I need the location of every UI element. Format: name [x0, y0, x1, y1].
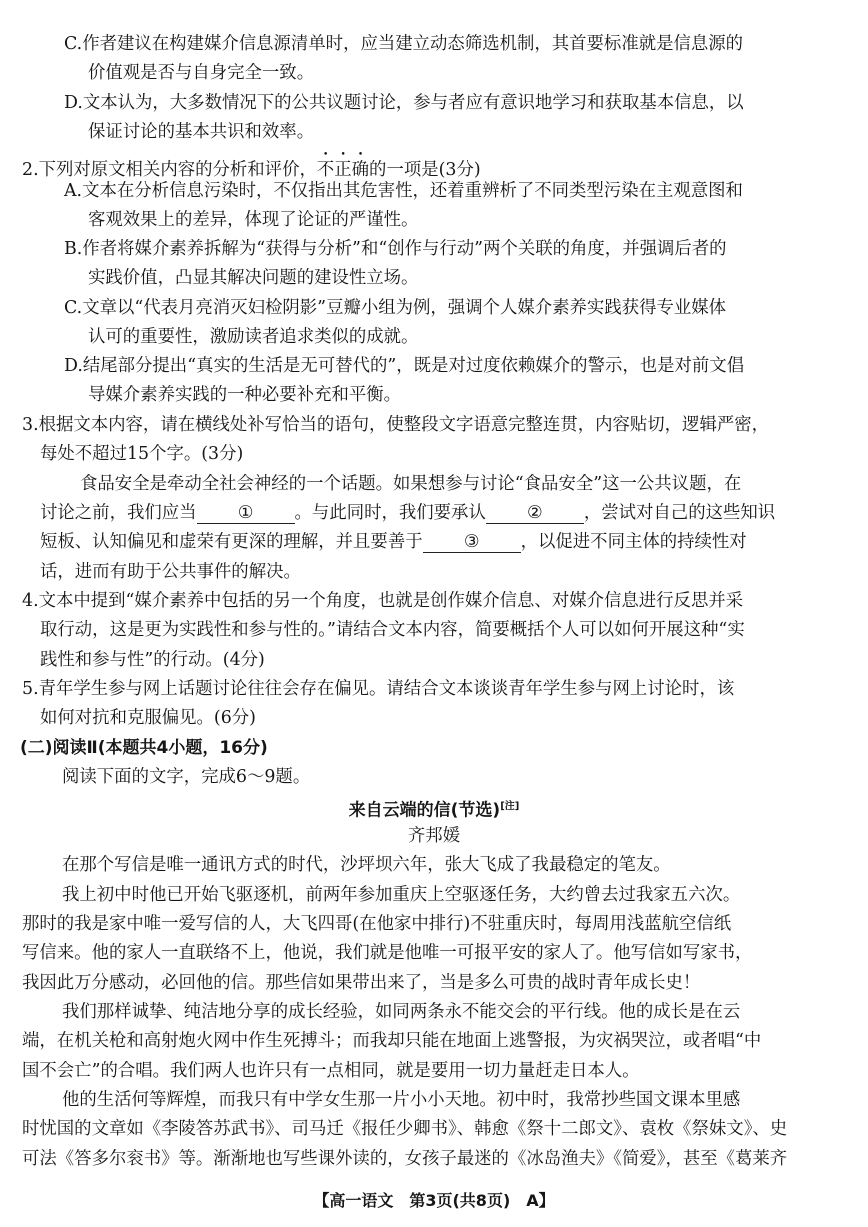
section-heading: (二)阅读Ⅱ(本题共4小题，16分): [20, 738, 268, 758]
passage-p4-line3: 可法《答多尔衮书》等。渐渐地也写些课外读的，女孩子最迷的《冰岛渔夫》《简爱》，甚至《葛莱齐: [22, 1149, 788, 1169]
q2-option-b-line1: B.作者将媒介素养拆解为“获得与分析”和“创作与行动”两个关联的角度，并强调后者的: [64, 239, 727, 259]
q3-line2-b: 。与此同时，我们要承认: [294, 503, 486, 523]
q2-stem: [22, 150, 481, 181]
section-instruction: 阅读下面的文字，完成6～9题。: [62, 767, 311, 787]
passage-title: [0, 796, 868, 822]
q4-line1: 4.文本中提到“媒介素养中包括的另一个角度，也就是创作媒介信息、对媒介信息进行反思并采: [22, 591, 744, 611]
q2-stem-before: 2.下列对原文相关内容的分析和评价，: [22, 160, 317, 180]
passage-p4-line1: 他的生活何等辉煌，而我只有中学女生那一片小小天地。初中时，我常抄些国文课本里感: [62, 1090, 741, 1110]
q1-option-d-line1: D.文本认为，大多数情况下的公共议题讨论，参与者应有意识地学习和获取基本信息，以: [64, 93, 744, 113]
blank-3[interactable]: ③: [423, 532, 521, 553]
q2-option-d-line1: D.结尾部分提出“真实的生活是无可替代的”，既是对过度依赖媒介的警示，也是对前文倡: [64, 356, 745, 376]
blank-2[interactable]: ②: [486, 503, 584, 524]
passage-p2-line1: 我上初中时他已开始飞驱逐机，前两年参加重庆上空驱逐任务，大约曾去过我家五六次。: [62, 885, 741, 905]
passage-title-text: 来自云端的信(节选): [348, 800, 501, 821]
passage-p4-line2: 时忧国的文章如《李陵答苏武书》、司马迁《报任少卿书》、韩愈《祭十二郎文》、袁枚《祭妹文》、史: [22, 1119, 788, 1139]
q3-line3-a: 短板、认知偏见和虚荣有更深的理解，并且要善于: [40, 532, 423, 552]
q2-option-d-line2: 导媒介素养实践的一种必要补充和平衡。: [88, 385, 402, 405]
q4-line2: 取行动，这是更为实践性和参与性的。”请结合文本内容，简要概括个人可以如何开展这种“实: [40, 620, 745, 640]
q2-option-b-line2: 实践价值，凸显其解决问题的建设性立场。: [88, 268, 419, 288]
q2-option-a-line1: A.文本在分析信息污染时，不仅指出其危害性，还着重辨析了不同类型污染在主观意图和: [64, 181, 743, 201]
q2-stem-after: 的一项是(3分): [369, 160, 481, 180]
passage-p2-line2: 那时的我是家中唯一爱写信的人，大飞四哥(在他家中排行)不驻重庆时，每周用浅蓝航空信纸: [22, 914, 732, 934]
page-footer: 【高一语文 第3页(共8页) A】: [313, 1191, 555, 1210]
q1-option-c-line2: 价值观是否与自身完全一致。: [88, 63, 315, 83]
passage-p2-line4: 我因此万分感动，必回他的信。那些信如果带出来了，当是多么可贵的战时青年成长史！: [22, 973, 701, 993]
q5-line1: 5.青年学生参与网上话题讨论往往会存在偏见。请结合文本谈谈青年学生参与网上讨论时，该: [22, 679, 735, 699]
blank-1[interactable]: ①: [197, 503, 295, 524]
q3-paragraph-line4: 话，进而有助于公共事件的解决。: [40, 562, 301, 582]
q1-option-c-line1: C.作者建议在构建媒介信息源清单时，应当建立动态筛选机制，其首要标准就是信息源的: [64, 34, 744, 54]
passage-p3-line3: 国不会亡”的合唱。我们两人也许只有一点相同，就是要用一切力量赶走日本人。: [22, 1061, 640, 1081]
q3-paragraph-line2: [40, 502, 775, 524]
q3-paragraph-line1: 食品安全是牵动全社会神经的一个话题。如果想参与讨论“食品安全”这一公共议题，在: [80, 474, 742, 494]
q3-line2-a: 讨论之前，我们应当: [40, 503, 197, 523]
q4-line3: 践性和参与性”的行动。(4分): [40, 650, 265, 670]
passage-author: 齐邦媛: [407, 826, 461, 846]
q2-option-c-line1: C.文章以“代表月亮消灭妇检阴影”豆瓣小组为例，强调个人媒介素养实践获得专业媒体: [64, 298, 727, 318]
q2-stem-emphasis: 不正确: [316, 160, 370, 180]
q3-line2-c: ，尝试对自己的这些知识: [583, 503, 776, 523]
q2-option-c-line2: 认可的重要性，激励读者追求类似的成就。: [88, 327, 419, 347]
q5-line2: 如何对抗和克服偏见。(6分): [40, 708, 256, 728]
q3-stem-line1: 3.根据文本内容，请在横线处补写恰当的语句，使整段文字语意完整连贯，内容贴切，逻辑严密，: [22, 415, 770, 435]
passage-p1: 在那个写信是唯一通讯方式的时代，沙坪坝六年，张大飞成了我最稳定的笔友。: [62, 855, 671, 875]
q1-option-d-line2: 保证讨论的基本共识和效率。: [88, 122, 315, 142]
passage-p3-line1: 我们那样诚挚、纯洁地分享的成长经验，如同两条永不能交会的平行线。他的成长是在云: [62, 1002, 741, 1022]
q2-option-a-line2: 客观效果上的差异，体现了论证的严谨性。: [88, 210, 419, 230]
note-marker: [注]: [500, 801, 520, 812]
passage-p3-line2: 端，在机关枪和高射炮火网中作生死搏斗；而我却只能在地面上逃警报，为灾祸哭泣，或者唱“中: [22, 1031, 762, 1051]
q3-paragraph-line3: [40, 531, 747, 553]
q3-line3-b: ，以促进不同主体的持续性对: [520, 532, 747, 552]
passage-p2-line3: 写信来。他的家人一直联络不上，他说，我们就是他唯一可报平安的家人了。他写信如写家书，: [22, 943, 753, 963]
q3-stem-line2: 每处不超过15个字。(3分): [40, 444, 244, 464]
